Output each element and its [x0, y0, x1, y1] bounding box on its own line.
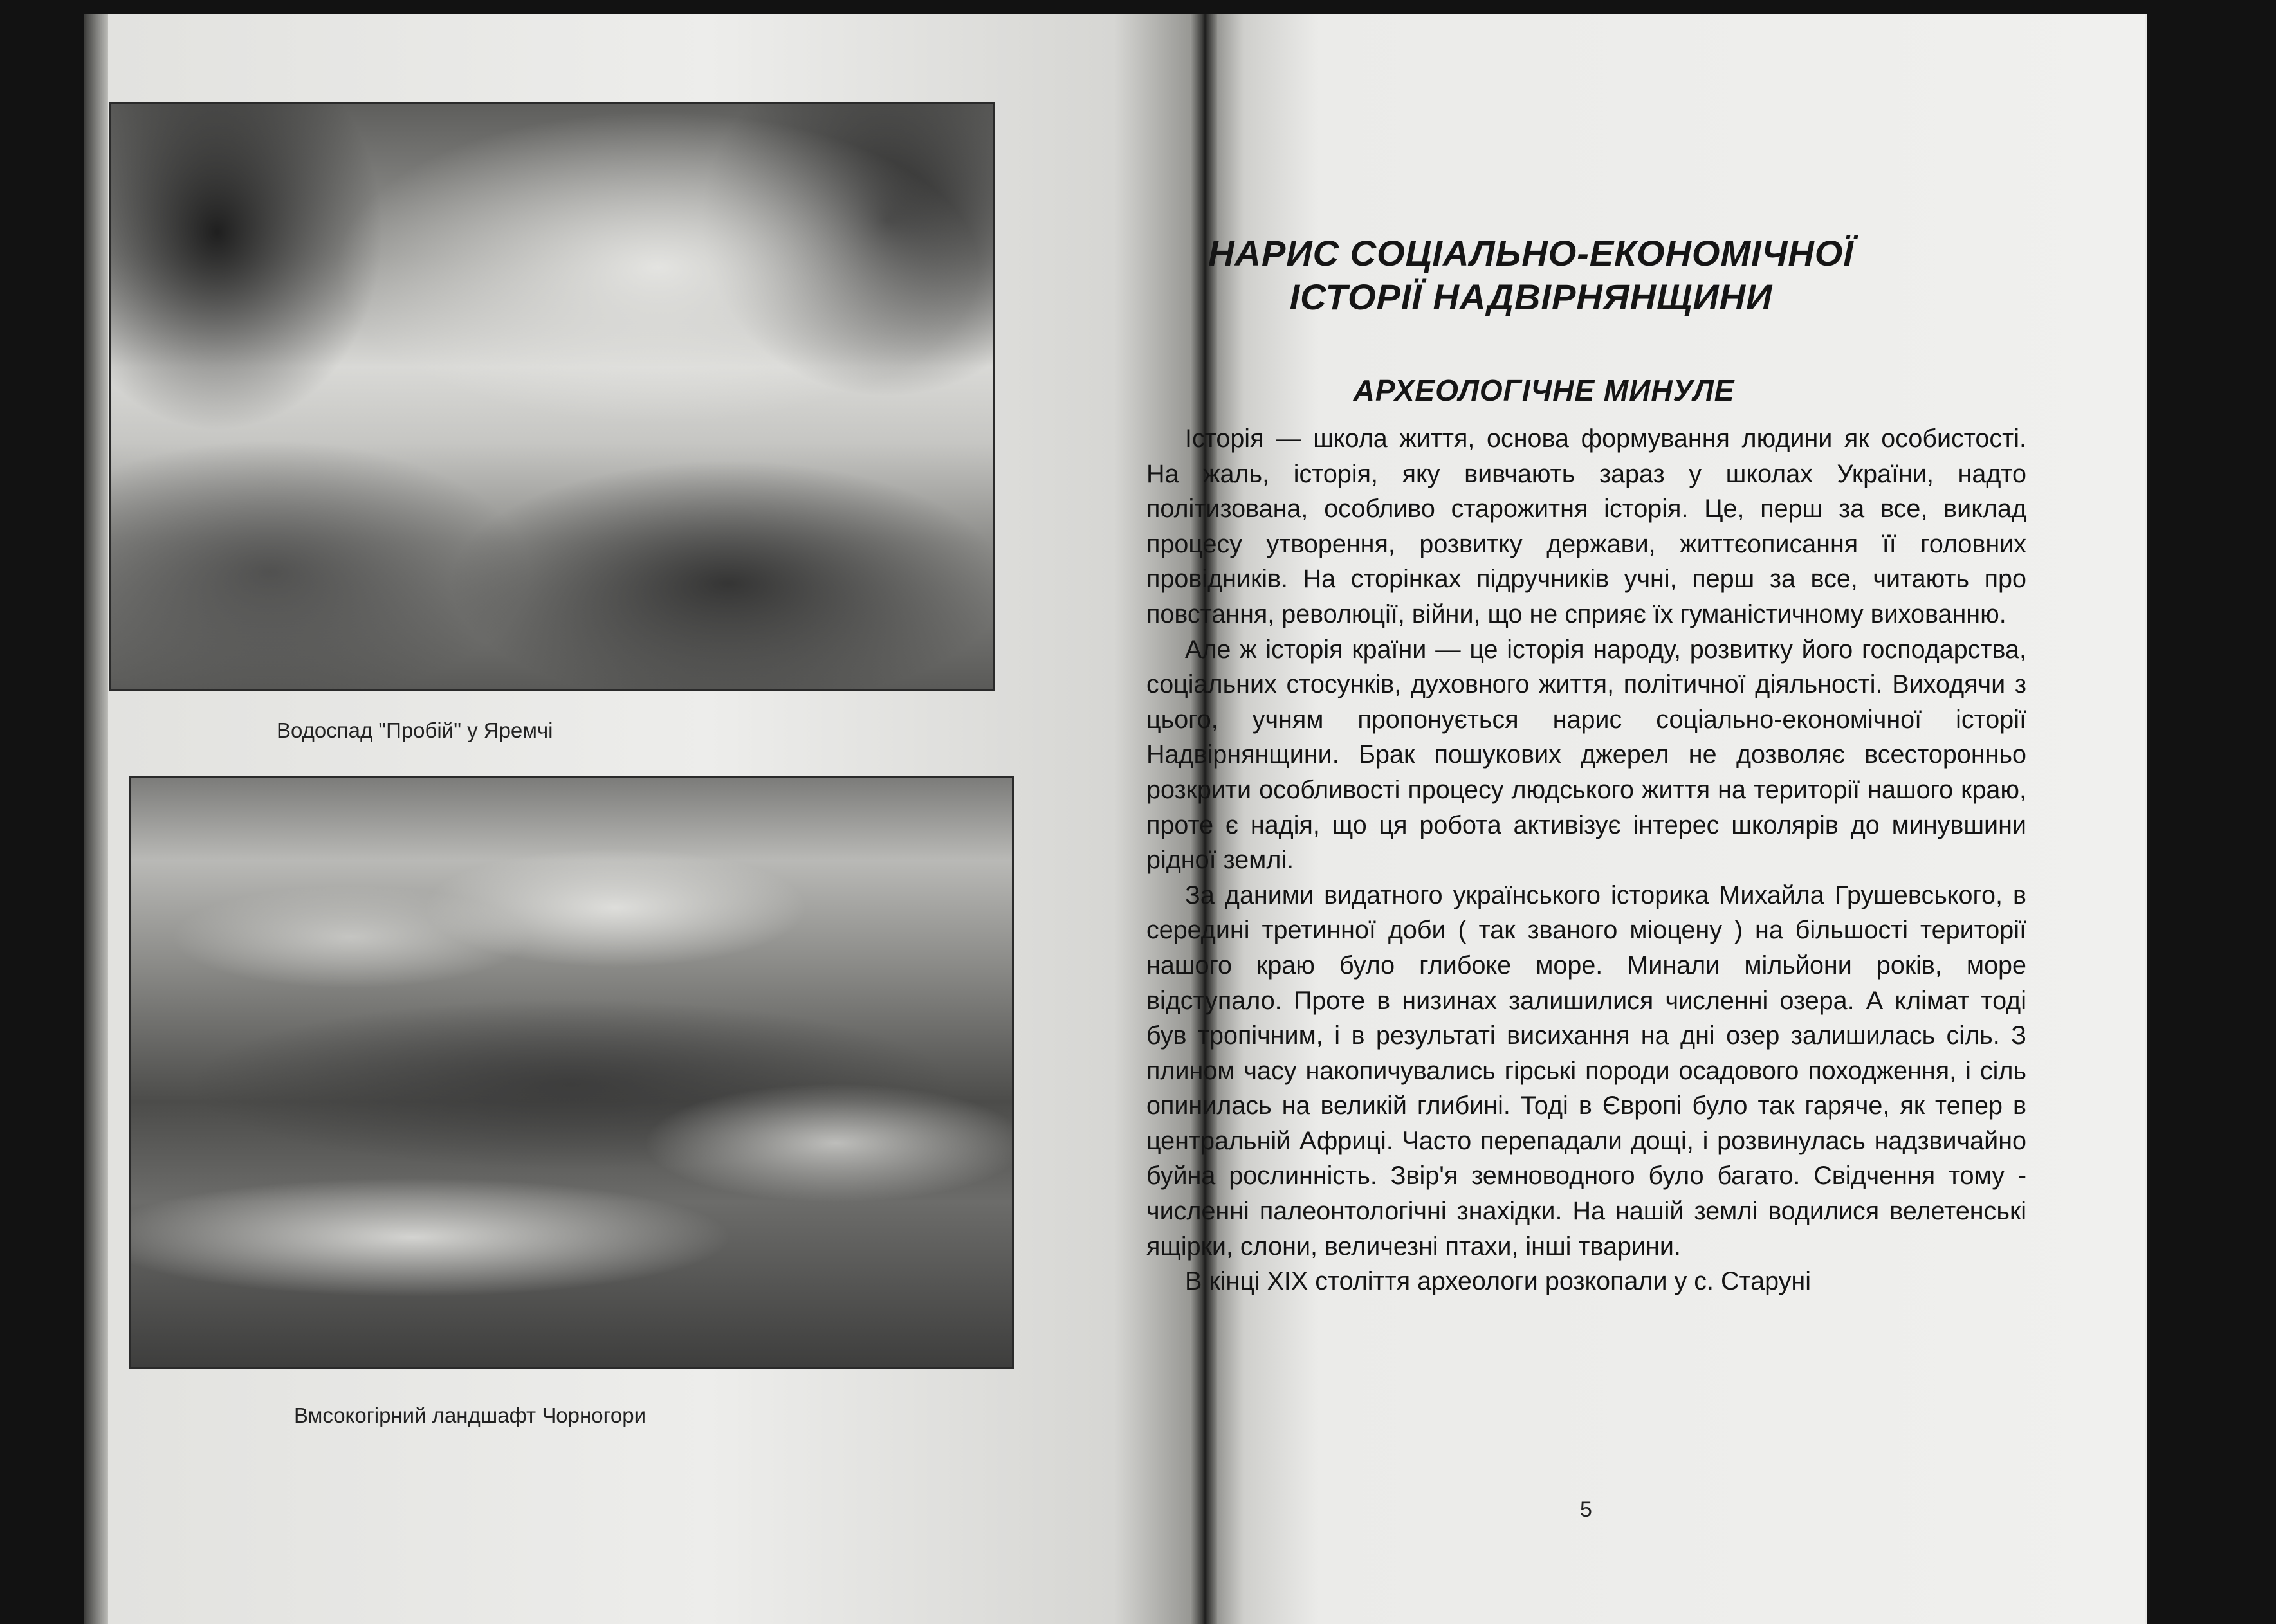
paragraph: Історія — школа життя, основа формування людини як особистості. На жаль, історія, яку вивчають зараз у школах України, надто політизована, особливо старожитня історія. Це, перш за все, виклад процесу утворення, розвитку держави, життєописання її головних провідників. На сторінках підручників учні, перш за все, читають про повстання, революції, війни, що не сприяє їх гуманістичному вихованню. [1146, 424, 2026, 628]
photo-caption-landscape: Вмсокогірний ландшафт Чорногори [294, 1403, 647, 1427]
paragraph: Але ж історія країни — це історія народу, розвитку його господарства, соціальних стосунків, духовного життя, політичної діяльності. Виходячи з цього, учням пропонується нарис соціально-економічної історії Надвірнянщини. Брак пошукових джерел не дозволяє всесторонньо розкрити особливості процесу людського життя на території нашого краю, проте є надія, що ця робота активізує інтерес школярів до минувшини рідної землі. [1146, 635, 2026, 875]
page-number: 5 [1580, 1497, 1592, 1522]
paragraph: В кінці XIX століття археологи розкопали у с. Старуні [1185, 1267, 1812, 1296]
chapter-title-line-1: НАРИС СОЦІАЛЬНО-ЕКОНОМІЧНОЇ [1208, 233, 1854, 273]
page-edge [84, 14, 108, 1624]
mountain-landscape-photo [129, 776, 1014, 1369]
chapter-title [1203, 232, 1859, 319]
waterfall-photo [109, 102, 995, 691]
chapter-title-line-2: ІСТОРІЇ НАДВІРНЯНЩИНИ [1289, 277, 1773, 317]
section-heading: АРХЕОЛОГІЧНЕ МИНУЛЕ [1353, 374, 1735, 407]
body-text [1146, 421, 2026, 1299]
photo-caption-waterfall: Водоспад "Пробій" у Яремчі [277, 718, 553, 742]
paragraph: За даними видатного українського історика Михайла Грушевського, в середині третинної доби ( так званого міоцену ) на більшості території нашого краю було глибоке море. Минали мільйони років, море відступало. Проте в низинах залишилися численні озера. А клімат тоді був тропічним, і в результаті висихання на дні озер залишилась сіль. З плином часу накопичувались гірські породи осадового походження, і сіль опинилась на великій глибині. Тоді в Європі було так гаряче, як тепер в центральній Африці. Часто перепадали дощі, і розвинулась надзвичайно буйна рослинність. Звір'я земноводного було багато. Свідчення тому - численні палеонтологічні знахідки. На нашій землі водилися велетенські ящірки, слони, величезні птахи, інші тварини. [1146, 880, 2026, 1261]
